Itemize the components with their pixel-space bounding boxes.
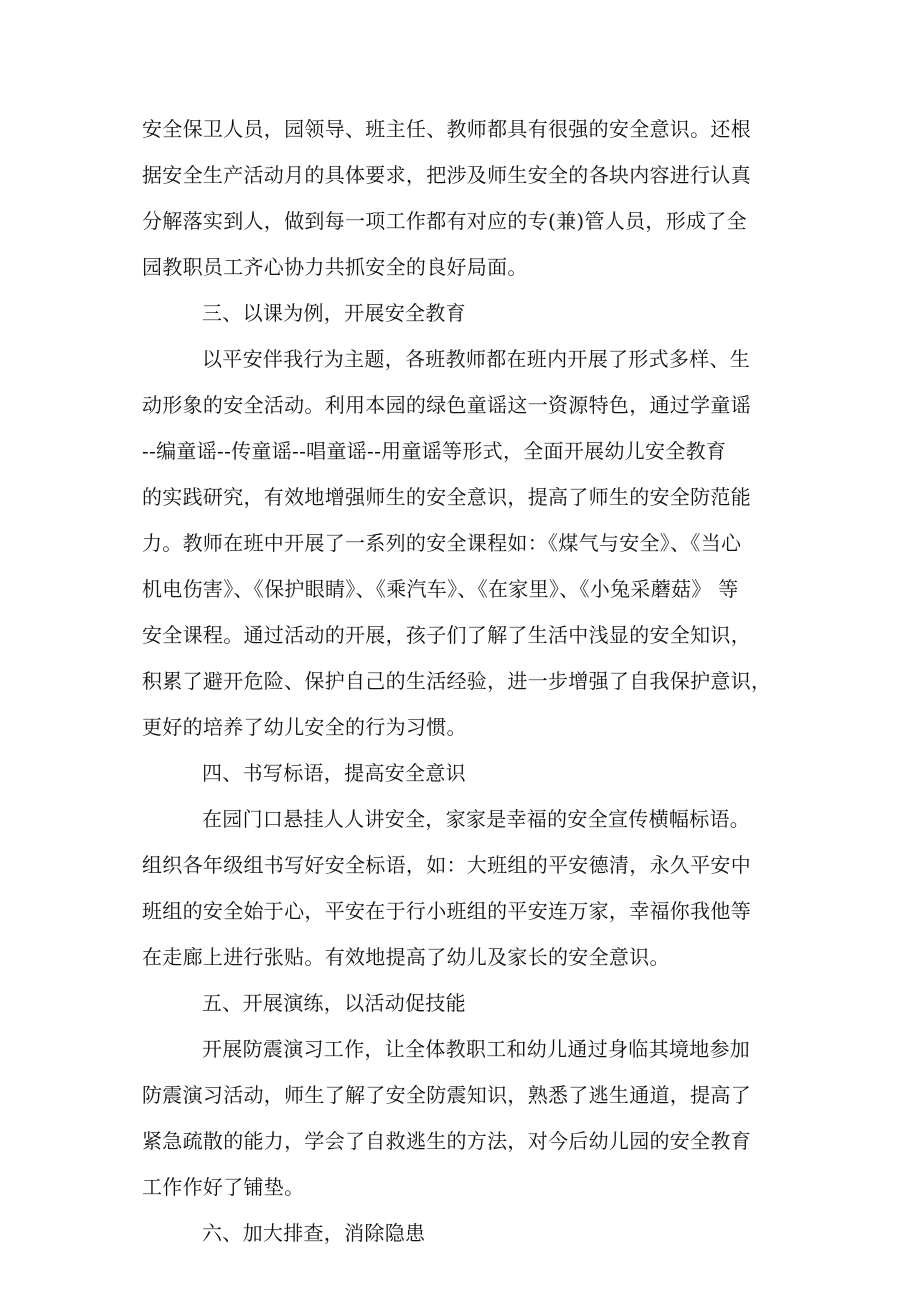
- text-line: 动形象的安全活动。利用本园的绿色童谣这一资源特色，通过学童谣: [142, 393, 751, 417]
- text-line: 班组的安全始于心，平安在于行小班组的平安连万家，幸福你我他等: [142, 899, 751, 923]
- text-line: --编童谣--传童谣--唱童谣--用童谣等形式，全面开展幼儿安全教育: [142, 439, 727, 463]
- indented-line: 三、以课为例，开展安全教育: [202, 301, 466, 325]
- text-line: 据安全生产活动月的具体要求，把涉及师生安全的各块内容进行认真: [142, 163, 751, 187]
- text-line: 安全保卫人员，园领导、班主任、教师都具有很强的安全意识。还根: [142, 117, 751, 141]
- text-line: 园教职员工齐心协力共抓安全的良好局面。: [142, 255, 528, 279]
- indented-line: 六、加大排查，消除隐患: [202, 1221, 426, 1245]
- text-line: 的实践研究，有效地增强师生的安全意识，提高了师生的安全防范能: [142, 485, 751, 509]
- text-line: 工作作好了铺垫。: [142, 1175, 305, 1199]
- text-line: 防震演习活动，师生了解了安全防震知识，熟悉了逃生通道，提高了: [142, 1083, 751, 1107]
- indented-line: 以平安伴我行为主题，各班教师都在班内开展了形式多样、生: [202, 347, 751, 371]
- text-line: 机电伤害》、《保护眼睛》、《乘汽车》、《在家里》、《小兔采蘑菇》 等: [142, 577, 739, 601]
- text-line: 分解落实到人，做到每一项工作都有对应的专(兼)管人员，形成了全: [142, 209, 747, 233]
- text-line: 在走廊上进行张贴。有效地提高了幼儿及家长的安全意识。: [142, 945, 670, 969]
- indented-line: 四、书写标语，提高安全意识: [202, 761, 466, 785]
- text-line: 安全课程。通过活动的开展，孩子们了解了生活中浅显的安全知识，: [142, 623, 751, 647]
- text-line: 更好的培养了幼儿安全的行为习惯。: [142, 715, 467, 739]
- document-body: [142, 106, 782, 1256]
- text-line: 积累了避开危险、保护自己的生活经验，进一步增强了自我保护意识，: [142, 669, 772, 693]
- text-line: 力。教师在班中开展了一系列的安全课程如：《煤气与安全》、《当心: [142, 531, 742, 555]
- indented-line: 五、开展演练，以活动促技能: [202, 991, 466, 1015]
- indented-line: 在园门口悬挂人人讲安全，家家是幸福的安全宣传横幅标语。: [202, 807, 751, 831]
- text-line: 紧急疏散的能力，学会了自救逃生的方法，对今后幼儿园的安全教育: [142, 1129, 751, 1153]
- text-line: 组织各年级组书写好安全标语，如：大班组的平安德清，永久平安中: [142, 853, 751, 877]
- indented-line: 开展防震演习工作，让全体教职工和幼儿通过身临其境地参加: [202, 1037, 751, 1061]
